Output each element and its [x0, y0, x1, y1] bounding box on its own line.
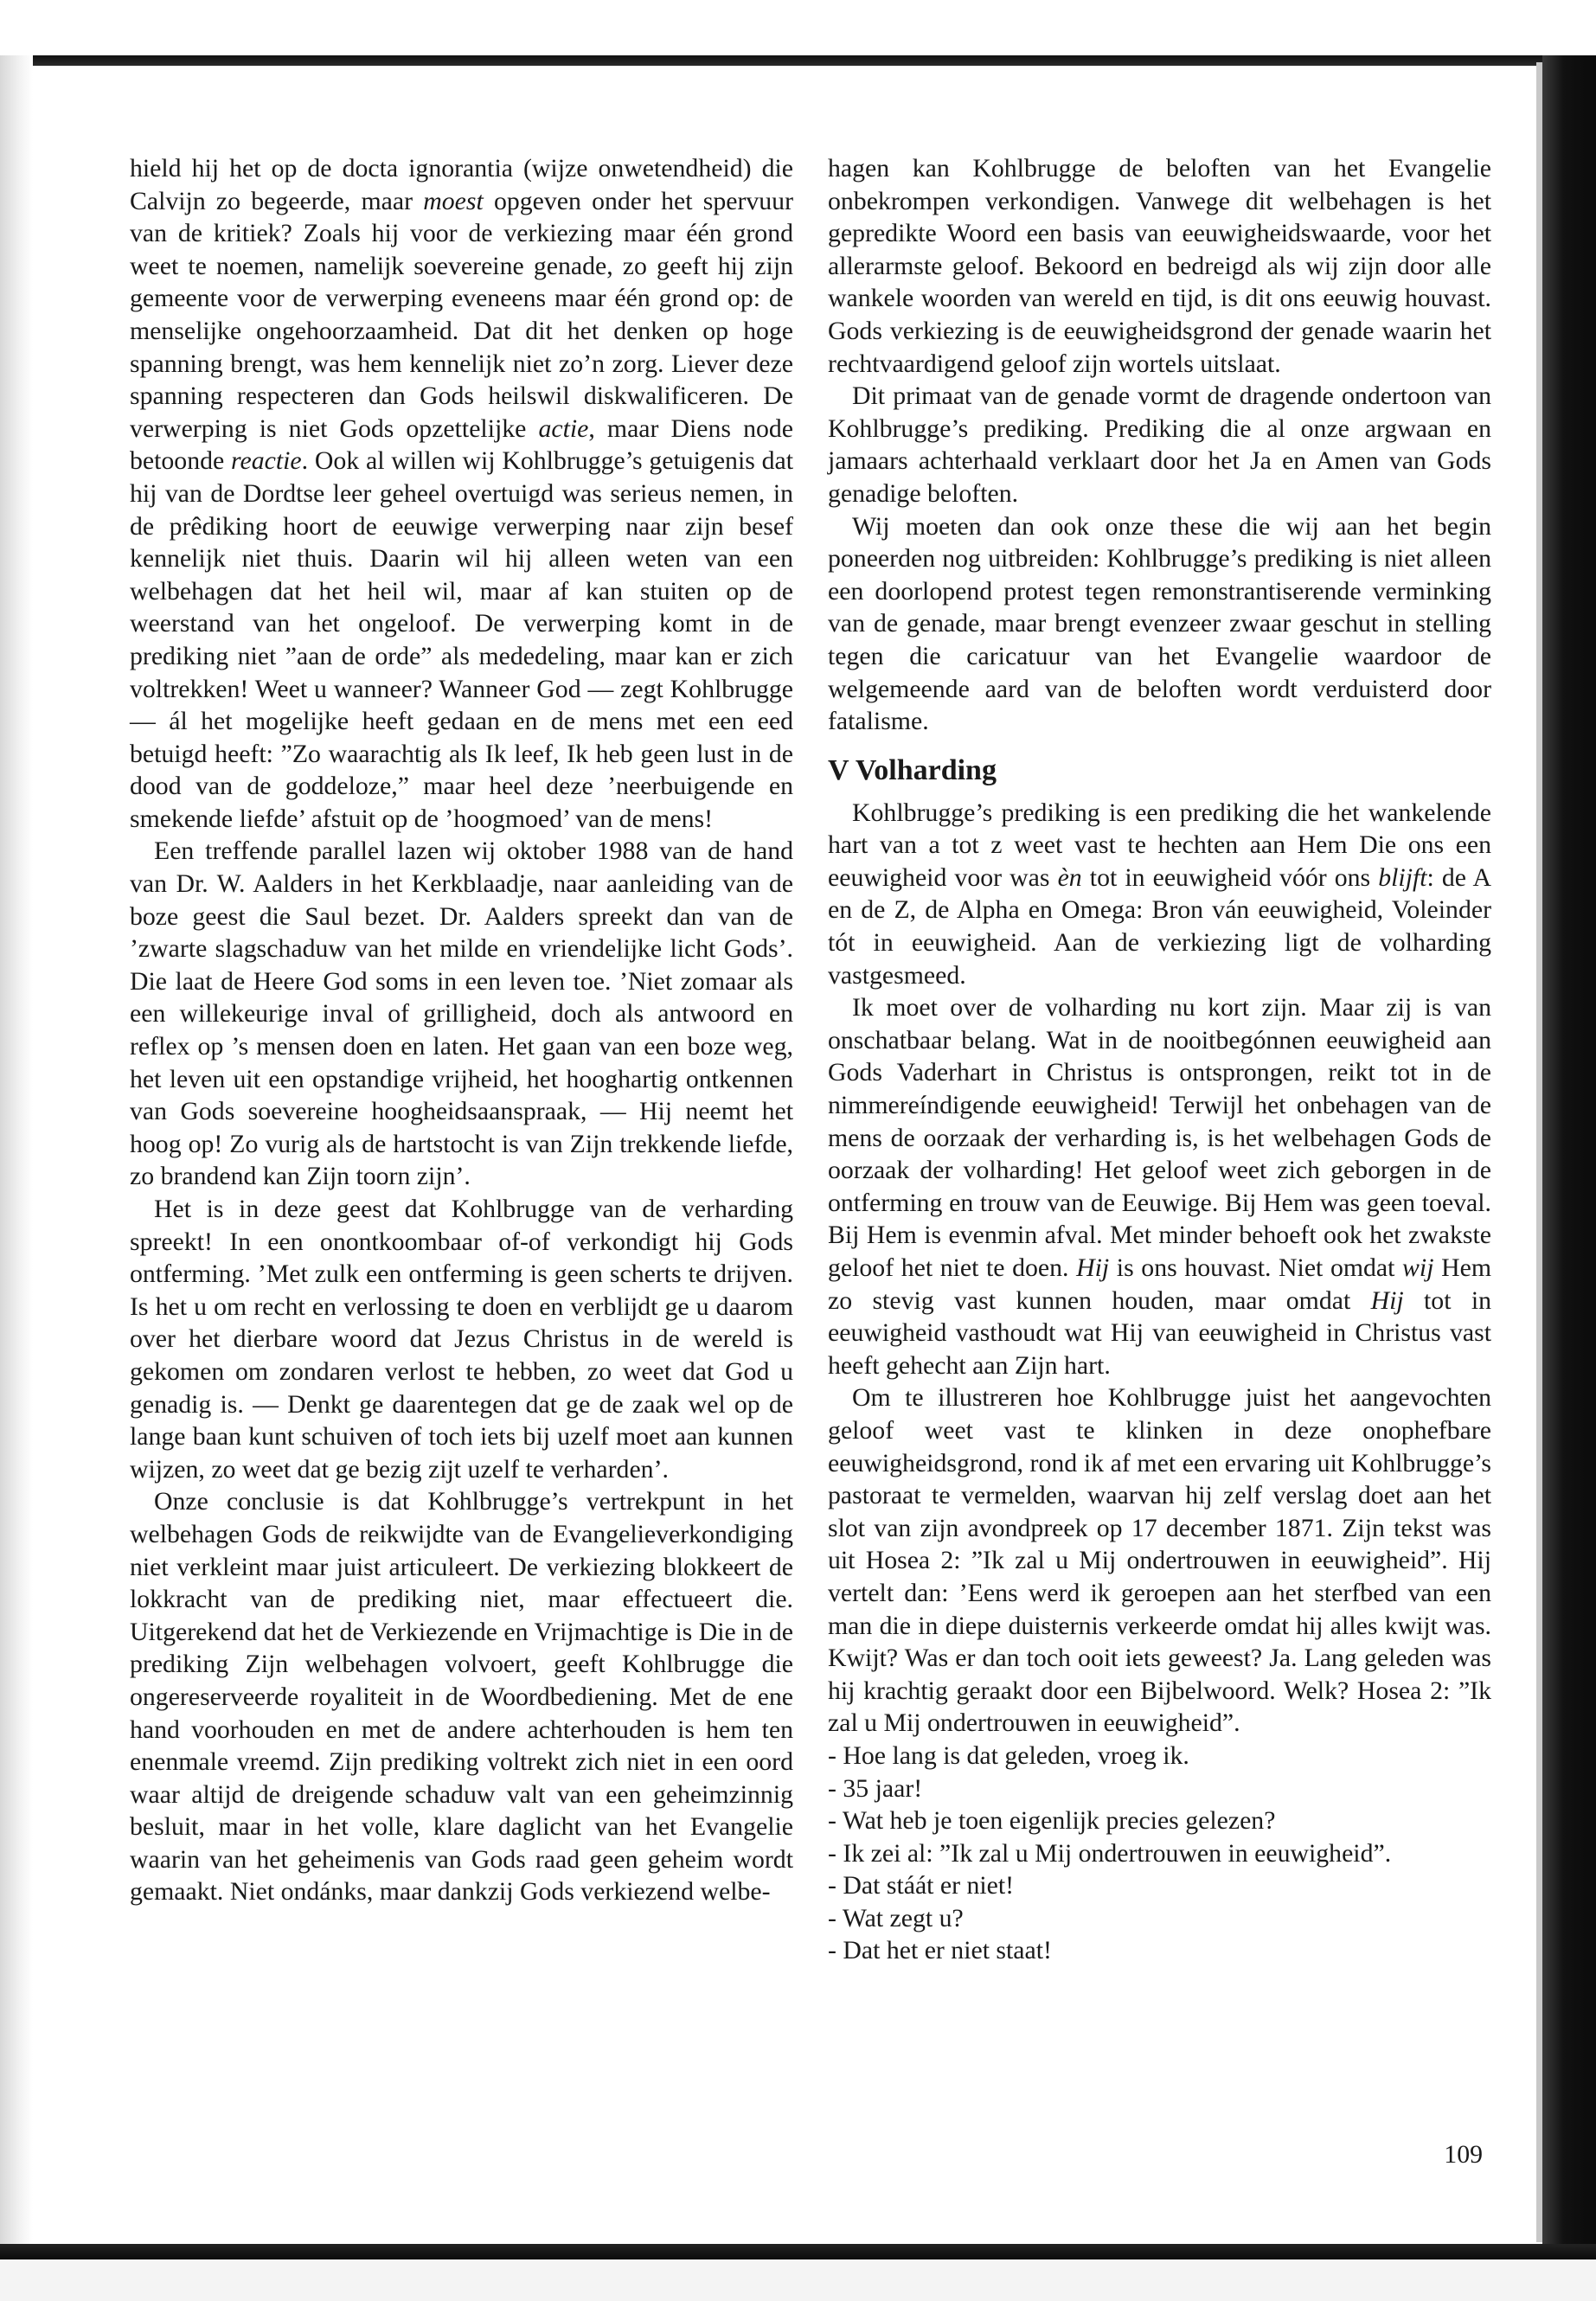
italic-emphasis: wij [1402, 1253, 1434, 1282]
dialogue-line: - Wat zegt u? [828, 1903, 964, 1932]
scan-bottom-margin [0, 2259, 1596, 2301]
dialogue-line: - Dat stáát er niet! [828, 1871, 1015, 1900]
dialogue-line: - 35 jaar! [828, 1773, 923, 1803]
paragraph: hield hij het op de docta ignorantia (wijze onwetendheid) die Calvijn zo begeerde, maar moest opgeven onder het spervuur van de kritiek? Zoals hij voor de verkiezing maar één grond weet te noemen, namelijk soevereine genade, zo geeft hij zijn gemeente voor de verwerping eveneens maar één grond op: de menselijke ongehoorzaamheid. Dat dit het denken op hoge spanning brengt, was hem kennelijk niet zo’n zorg. Liever deze spanning respecteren dan Gods heilswil diskwalificeren. De verwerping is niet Gods opzettelijke actie, maar Diens node betoonde reactie. Ook al willen wij Kohlbrugge’s getuigenis dat hij van de Dordtse leer geheel overtuigd was serieus nemen, in de prêdiking hoort de eeuwige verwerping naar zijn besef kennelijk niet thuis. Daarin wil hij alleen weten van een welbehagen dat het heil wil, maar af kan stuiten op de weerstand van het ongeloof. De verwerping komt in de prediking niet ”aan de orde” als mededeling, maar kan er zich voltrekken! Weet u wanneer? Wanneer God — zegt Kohlbrugge — ál het mogelijke heeft gedaan en de mens met een eed betuigd heeft: ”Zo waarachtig als Ik leef, Ik heb geen lust in de dood van de goddeloze,” maar heel deze ’neerbuigende en smekende liefde’ afstuit op de ’hoogmoed’ van de mens! [130, 154, 794, 833]
italic-emphasis: Hij [1076, 1253, 1110, 1282]
paragraph: Wij moeten dan ook onze these die wij aan het begin poneerden nog uitbreiden: Kohlbrugge’s prediking is niet alleen een doorlopend protest tegen remonstrantiserende verminking van de genade, maar brengt evenzeer zwaar geschut in stelling tegen die caricatuur van het Evangelie waardoor de welgemeende aard van de beloften wordt verduisterd door fatalisme. [828, 511, 1491, 736]
scan-left-edge [0, 55, 33, 2253]
scan-right-edge [1542, 55, 1596, 2253]
paragraph: Onze conclusie is dat Kohlbrugge’s vertrekpunt in het welbehagen Gods de reikwijdte van de Evangelieverkondiging niet verkleint maar juist articuleert. De verkiezing blokkeert de lokkracht van de prediking niet, maar effectueert die. Uitgerekend dat het de Verkiezende en Vrijmachtige is Die in de prediking Zijn welbehagen volvoert, geeft Kohlbrugge die ongereserveerde royaliteit in de Woordbediening. Met de ene hand voorhouden en met de andere achterhouden is hem ten enenmale vreemd. Zijn prediking voltrekt zich niet in een oord waar altijd de dreigende schaduw valt van een geheimzinnig besluit, maar in het volle, klare daglicht van het Evangelie waarin van het geheimenis van Gods raad geen geheim wordt gemaakt. Niet ondánks, maar dankzij Gods verkiezend welbe- [130, 1487, 793, 1907]
paragraph: Dit primaat van de genade vormt de dragende ondertoon van Kohlbrugge’s prediking. Prediking die al onze argwaan en jamaars achterhaald verklaart door het Ja en Amen van Gods genadige beloften. [828, 381, 1491, 508]
italic-emphasis: moest [423, 186, 484, 215]
italic-emphasis: èn [1057, 862, 1082, 892]
paragraph: Ik moet over de volharding nu kort zijn. Maar zij is van onschatbaar belang. Wat in de nooitbegónnen eeuwigheid aan Gods Vaderhart in Christus is ontsprongen, reikt tot in de nimmereíndigende eeuwigheid! Terwijl het onbehagen van de mens de oorzaak der verharding is, is het welbehagen Gods de oorzaak der volharding! Het geloof weet zich geborgen in de ontferming en trouw van de Eeuwige. Bij Hem was geen toeval. Bij Hem is evenmin afval. Met minder behoeft ook het zwakste geloof het niet te doen. Hij is ons houvast. Niet omdat wij Hem zo stevig vast kunnen houden, maar omdat Hij tot in eeuwigheid vasthoudt wat Hij van eeuwigheid in Christus vast heeft gehecht aan Zijn hart. [828, 993, 1492, 1380]
dialogue-line: - Wat heb je toen eigenlijk precies gelezen? [828, 1806, 1276, 1836]
section-heading: V Volharding [828, 753, 997, 786]
italic-emphasis: Hij [1370, 1285, 1404, 1315]
paragraph: Een treffende parallel lazen wij oktober 1988 van de hand van Dr. W. Aalders in het Kerkblaadje, naar aanleiding van de boze geest die Saul bezet. Dr. Aalders spreekt dan van de ’zwarte slagschaduw van het milde en vriendelijke licht Gods’. Die laat de Heere God soms in een leven toe. ’Niet zomaar als een willekeurige inval of grilligheid, doch als antwoord en reflex op ’s mensen doen en laten. Het gaan van een boze weg, het leven uit een opstandige vrijheid, het hooghartig ontkennen van Gods soevereine hoogheidsaanspraak, — Hij neemt het hoog op! Zo vurig als de hartstocht is van Zijn trekkende liefde, zo brandend kan Zijn toorn zijn’. [130, 836, 793, 1191]
paragraph: hagen kan Kohlbrugge de beloften van het Evangelie onbekrompen verkondigen. Vanwege dit welbehagen is het gepredikte Woord een basis van eeuwigheidswaarde, voor het allerarmste geloof. Bekoord en bedreigd als wij zijn door alle wankele woorden van wereld en tijd, is dit ons eeuwig houvast. Gods verkiezing is de eeuwigheidsgrond der genade waarin het rechtvaardigend geloof zijn wortels uitslaat. [828, 154, 1491, 378]
dialogue-line: - Dat het er niet staat! [828, 1936, 1052, 1965]
paragraph: Om te illustreren hoe Kohlbrugge juist het aangevochten geloof weet vast te klinken in deze onophefbare eeuwigheidsgrond, rond ik af met een ervaring uit Kohlbrugge’s pastoraat te vermelden, waarvan hij zelf verslag doet aan het slot van zijn avondpreek op 17 december 1871. Zijn tekst was uit Hosea 2: ”Ik zal u Mij ondertrouwen in eeuwigheid”. Hij vertelt dan: ’Eens werd ik geroepen aan het sterfbed van een man die in diepe duisternis verkeerde omdat hij alles kwijt was. Kwijt? Was er dan toch ooit iets geweest? Ja. Lang geleden was hij krachtig geraakt door een Bijbelwoord. Welk? Hosea 2: ”Ik zal u Mij ondertrouwen in eeuwigheid”. [828, 1383, 1491, 1738]
dialogue-line: - Hoe lang is dat geleden, vroeg ik. [828, 1740, 1189, 1770]
italic-emphasis: blijft [1378, 862, 1427, 892]
italic-emphasis: reactie [231, 446, 302, 476]
paragraph: Kohlbrugge’s prediking is een prediking die het wankelende hart van a tot z weet vast te hechten aan Hem Die ons een eeuwigheid voor was èn tot in eeuwigheid vóór ons blijft: de A en de Z, de Alpha en Omega: Bron ván eeuwigheid, Voleinder tót in eeuwigheid. Aan de verkiezing ligt de volharding vastgesmeed. [828, 798, 1491, 990]
right-column [828, 152, 1491, 1967]
italic-emphasis: actie [538, 413, 589, 443]
paragraph: Het is in deze geest dat Kohlbrugge van de verharding spreekt! In een onontkoombaar of-of verkondigt hij Gods ontferming. ’Met zulk een ontferming is geen scherts te drijven. Is het u om recht en verlossing te doen en verblijdt ge u daarom over het dierbare woord dat Jezus Christus in de wereld is gekomen om zondaren verlost te hebben, zo weet dat God u genadig is. — Denkt ge daarentegen dat ge de zaak wel op de lange baan kunt schuiven of toch iets bij uzelf moet aan kunnen wijzen, zo weet dat ge bezig zijt uzelf te verharden’. [130, 1195, 793, 1484]
scan-top-edge [0, 55, 1596, 66]
dialogue-line: - Ik zei al: ”Ik zal u Mij ondertrouwen in eeuwigheid”. [828, 1838, 1392, 1868]
left-column [130, 152, 793, 1908]
page-number: 109 [1444, 2140, 1483, 2169]
scan-bottom-edge [0, 2244, 1596, 2259]
